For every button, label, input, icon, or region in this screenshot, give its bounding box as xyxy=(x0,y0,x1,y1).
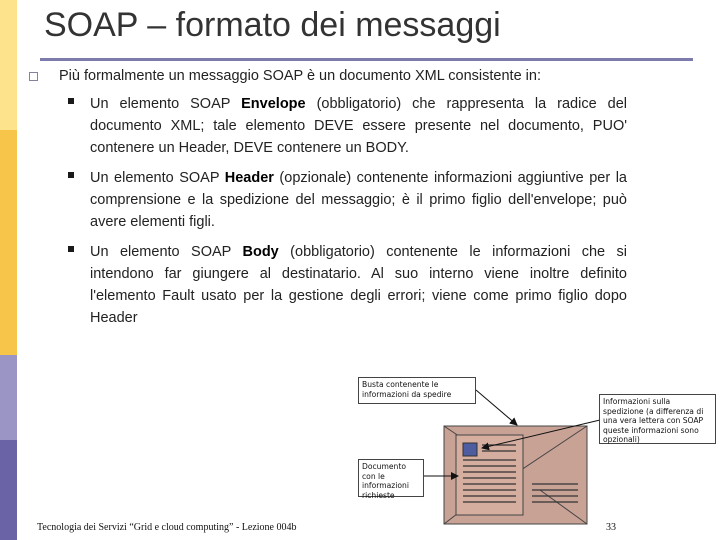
callout-envelope: Busta contenente le informazioni da spedire xyxy=(358,377,476,404)
list-item-text: Un elemento SOAP Header (opzionale) contenente informazioni aggiuntive per la comprensione e la spedizione del messaggio; è il primo figlio dell'envelope; può avere elementi figli. xyxy=(90,170,627,230)
left-color-bar xyxy=(0,0,17,540)
element-list xyxy=(67,93,627,337)
slide-title: SOAP – formato dei messaggi xyxy=(44,6,501,44)
stamp-icon xyxy=(463,443,477,456)
list-item-body xyxy=(67,241,627,329)
callout-body: Documento con le informazioni richieste xyxy=(358,459,424,497)
list-item-envelope xyxy=(67,93,627,159)
square-bullet-icon xyxy=(29,72,38,81)
envelope-flap xyxy=(444,426,587,474)
intro-text: Più formalmente un messaggio SOAP è un documento XML consistente in: xyxy=(59,68,541,84)
page-number: 33 xyxy=(606,522,616,533)
list-item-text: Un elemento SOAP Body (obbligatorio) contenente le informazioni che si intendono far giungere al destinatario. Al suo interno viene inoltre definito l'elemento Fault usato per la gestione degli errori; viene come primo figlio dopo Header xyxy=(90,244,627,326)
callout-header: Informazioni sulla spedizione (a differenza di una vera lettera con SOAP queste informazioni sono opzionali) xyxy=(599,394,716,444)
filled-square-bullet-icon xyxy=(68,172,74,178)
filled-square-bullet-icon xyxy=(68,98,74,104)
arrow-envelope xyxy=(476,390,517,425)
title-underline xyxy=(40,58,693,61)
filled-square-bullet-icon xyxy=(68,246,74,252)
envelope-icon xyxy=(444,426,587,524)
list-item-text: Un elemento SOAP Envelope (obbligatorio) che rappresenta la radice del documento XML; tale elemento DEVE essere presente nel documento, PUO' contenere un Header, DEVE contenere un BODY. xyxy=(90,96,627,156)
document-icon xyxy=(456,435,523,515)
list-item-header xyxy=(67,167,627,233)
arrow-header xyxy=(482,420,600,448)
footer-course-label: Tecnologia dei Servizi “Grid e cloud computing” - Lezione 004b xyxy=(37,522,297,533)
